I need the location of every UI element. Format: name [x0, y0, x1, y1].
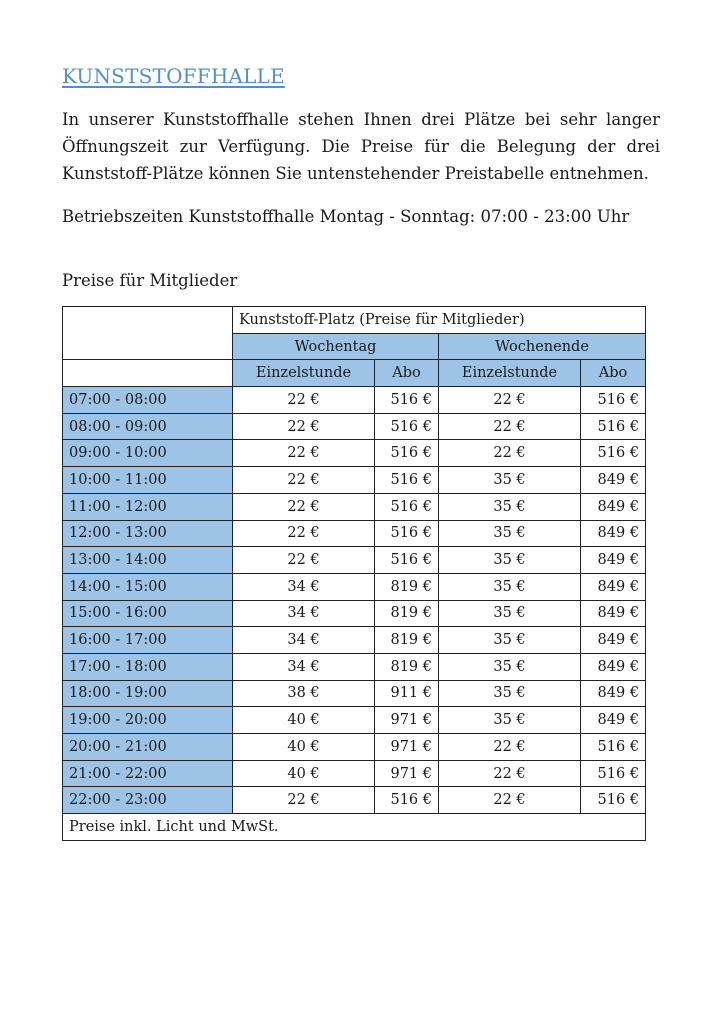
weekday-single-price: 34 € — [233, 653, 375, 680]
table-row — [63, 387, 646, 414]
price-table-body — [63, 387, 646, 814]
time-cell: 08:00 - 09:00 — [63, 413, 233, 440]
weekend-abo-price: 516 € — [581, 413, 646, 440]
header-empty-cell — [63, 360, 233, 387]
weekend-single-price: 35 € — [439, 627, 581, 654]
time-cell: 20:00 - 21:00 — [63, 734, 233, 761]
weekend-abo-price: 849 € — [581, 707, 646, 734]
table-row — [63, 573, 646, 600]
weekday-single-price: 34 € — [233, 573, 375, 600]
time-cell: 14:00 - 15:00 — [63, 573, 233, 600]
time-cell: 17:00 - 18:00 — [63, 653, 233, 680]
weekday-single-price: 40 € — [233, 707, 375, 734]
weekend-single-price: 35 € — [439, 467, 581, 494]
weekday-abo-price: 819 € — [375, 573, 439, 600]
weekend-single-price: 35 € — [439, 547, 581, 574]
time-cell: 16:00 - 17:00 — [63, 627, 233, 654]
weekday-single-price: 22 € — [233, 413, 375, 440]
weekday-single-price: 34 € — [233, 600, 375, 627]
header-corner-cell — [63, 307, 233, 360]
weekend-single-price: 35 € — [439, 600, 581, 627]
table-row — [63, 467, 646, 494]
time-cell: 07:00 - 08:00 — [63, 387, 233, 414]
table-row — [63, 493, 646, 520]
weekend-abo-price: 516 € — [581, 787, 646, 814]
price-table — [62, 306, 646, 841]
section-heading: KUNSTSTOFFHALLE — [62, 64, 285, 88]
weekday-single-price: 22 € — [233, 440, 375, 467]
weekday-single-price: 22 € — [233, 520, 375, 547]
footer-row — [63, 814, 646, 841]
price-table-footer — [63, 814, 646, 841]
weekend-abo-price: 849 € — [581, 547, 646, 574]
weekday-single-price: 22 € — [233, 467, 375, 494]
intro-paragraph: In unserer Kunststoffhalle stehen Ihnen drei Plätze bei sehr langer Öffnungszeit zur Verfügung. Die Preise für die Belegung der drei Kunststoff-Plätze können Sie untenstehender Preistabelle entnehmen. — [62, 110, 660, 183]
weekday-single-price: 40 € — [233, 760, 375, 787]
table-row — [63, 547, 646, 574]
time-cell: 10:00 - 11:00 — [63, 467, 233, 494]
weekend-single-price: 35 € — [439, 707, 581, 734]
col-weekday-single: Einzelstunde — [233, 360, 375, 387]
weekday-abo-price: 516 € — [375, 787, 439, 814]
table-row — [63, 520, 646, 547]
weekend-single-price: 35 € — [439, 680, 581, 707]
time-cell: 18:00 - 19:00 — [63, 680, 233, 707]
weekend-abo-price: 849 € — [581, 520, 646, 547]
weekend-single-price: 22 € — [439, 413, 581, 440]
weekend-single-price: 35 € — [439, 573, 581, 600]
weekend-single-price: 22 € — [439, 760, 581, 787]
weekend-abo-price: 516 € — [581, 387, 646, 414]
weekday-single-price: 38 € — [233, 680, 375, 707]
weekday-abo-price: 911 € — [375, 680, 439, 707]
table-row — [63, 600, 646, 627]
opening-hours: Betriebszeiten Kunststoffhalle Montag - Sonntag: 07:00 - 23:00 Uhr — [62, 207, 630, 226]
time-cell: 15:00 - 16:00 — [63, 600, 233, 627]
col-weekend-single: Einzelstunde — [439, 360, 581, 387]
time-cell: 13:00 - 14:00 — [63, 547, 233, 574]
weekend-abo-price: 516 € — [581, 440, 646, 467]
table-row — [63, 627, 646, 654]
group-weekday: Wochentag — [233, 333, 439, 360]
weekday-abo-price: 516 € — [375, 467, 439, 494]
col-weekday-abo: Abo — [375, 360, 439, 387]
column-header-row — [63, 360, 646, 387]
weekend-single-price: 35 € — [439, 653, 581, 680]
group-weekend: Wochenende — [439, 333, 646, 360]
table-row — [63, 787, 646, 814]
weekend-single-price: 35 € — [439, 493, 581, 520]
weekday-abo-price: 516 € — [375, 413, 439, 440]
weekday-abo-price: 516 € — [375, 493, 439, 520]
weekday-single-price: 22 € — [233, 787, 375, 814]
table-row — [63, 680, 646, 707]
weekend-abo-price: 849 € — [581, 627, 646, 654]
table-footnote: Preise inkl. Licht und MwSt. — [63, 814, 646, 841]
weekend-abo-price: 849 € — [581, 573, 646, 600]
weekend-single-price: 22 € — [439, 387, 581, 414]
time-cell: 19:00 - 20:00 — [63, 707, 233, 734]
weekday-abo-price: 516 € — [375, 547, 439, 574]
weekday-abo-price: 971 € — [375, 734, 439, 761]
weekday-abo-price: 516 € — [375, 520, 439, 547]
weekend-abo-price: 849 € — [581, 467, 646, 494]
weekday-single-price: 22 € — [233, 387, 375, 414]
weekend-single-price: 22 € — [439, 787, 581, 814]
weekend-single-price: 22 € — [439, 734, 581, 761]
weekday-abo-price: 516 € — [375, 440, 439, 467]
price-subheading: Preise für Mitglieder — [62, 271, 238, 290]
table-row — [63, 760, 646, 787]
weekend-abo-price: 849 € — [581, 653, 646, 680]
time-cell: 22:00 - 23:00 — [63, 787, 233, 814]
weekend-single-price: 35 € — [439, 520, 581, 547]
weekday-single-price: 40 € — [233, 734, 375, 761]
weekday-abo-price: 971 € — [375, 760, 439, 787]
time-cell: 09:00 - 10:00 — [63, 440, 233, 467]
table-title: Kunststoff-Platz (Preise für Mitglieder) — [233, 307, 646, 334]
weekend-single-price: 22 € — [439, 440, 581, 467]
weekday-abo-price: 516 € — [375, 387, 439, 414]
weekday-abo-price: 971 € — [375, 707, 439, 734]
table-title-row — [63, 307, 646, 334]
weekday-single-price: 22 € — [233, 547, 375, 574]
weekday-abo-price: 819 € — [375, 600, 439, 627]
weekend-abo-price: 516 € — [581, 760, 646, 787]
time-cell: 21:00 - 22:00 — [63, 760, 233, 787]
weekday-single-price: 34 € — [233, 627, 375, 654]
time-cell: 11:00 - 12:00 — [63, 493, 233, 520]
weekend-abo-price: 516 € — [581, 734, 646, 761]
weekend-abo-price: 849 € — [581, 493, 646, 520]
table-row — [63, 653, 646, 680]
table-row — [63, 440, 646, 467]
weekday-single-price: 22 € — [233, 493, 375, 520]
table-row — [63, 707, 646, 734]
weekday-abo-price: 819 € — [375, 653, 439, 680]
weekend-abo-price: 849 € — [581, 680, 646, 707]
table-row — [63, 413, 646, 440]
weekend-abo-price: 849 € — [581, 600, 646, 627]
col-weekend-abo: Abo — [581, 360, 646, 387]
time-cell: 12:00 - 13:00 — [63, 520, 233, 547]
table-row — [63, 734, 646, 761]
weekday-abo-price: 819 € — [375, 627, 439, 654]
price-table-header — [63, 307, 646, 387]
